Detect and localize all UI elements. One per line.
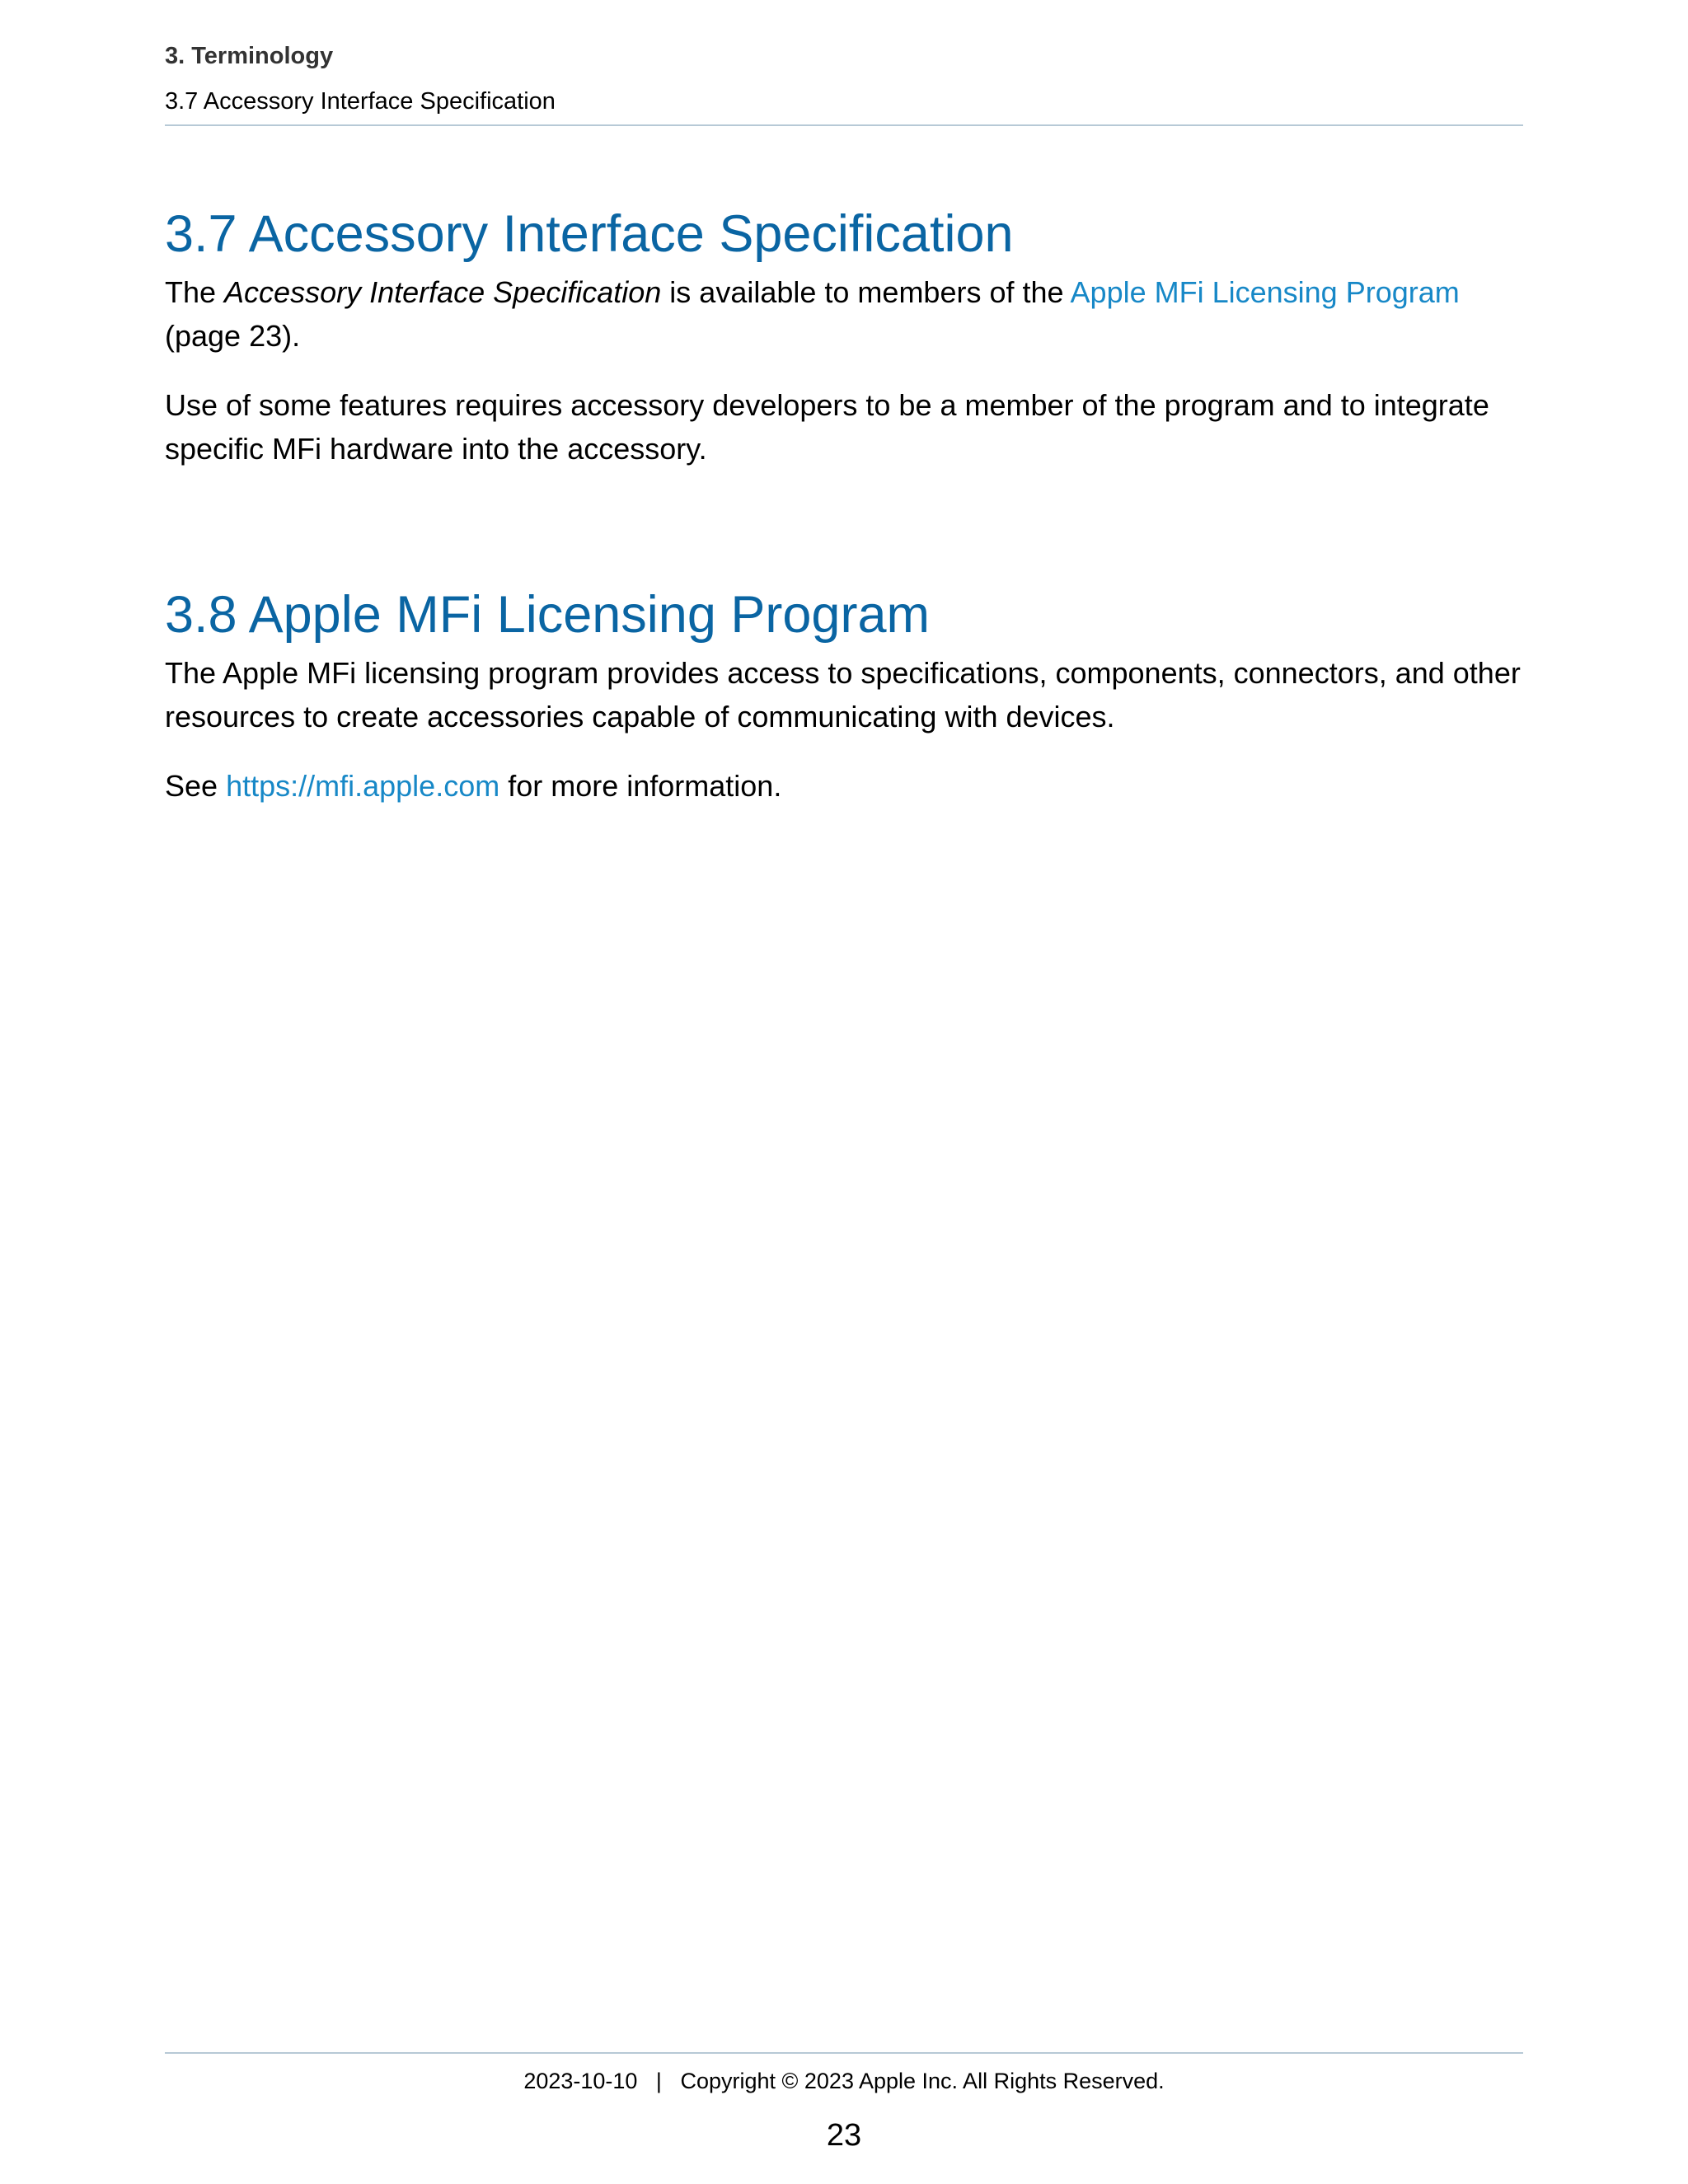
- paragraph-text: The: [165, 275, 225, 309]
- section-paragraph: Use of some features requires accessory developers to be a member of the program and to integrate specific MFi hardware into the accessory.: [165, 388, 1489, 466]
- section-3-7: [165, 202, 1523, 471]
- page-number: 23: [826, 2118, 862, 2153]
- paragraph-text: for more information.: [499, 769, 782, 803]
- document-title-emphasis: Accessory Interface Specification: [224, 275, 662, 309]
- footer-divider: [165, 2052, 1523, 2054]
- document-page: [165, 0, 1523, 2184]
- section-paragraph: [165, 764, 1523, 808]
- running-header: [165, 41, 1523, 116]
- footer-copyright: 2023-10-10 | Copyright © 2023 Apple Inc. All Rights Reserved.: [523, 2069, 1165, 2093]
- section-paragraph: The Apple MFi licensing program provides access to specifications, components, connectors, and other resources to create accessories capable of communicating with devices.: [165, 656, 1521, 733]
- section-heading: 3.8 Apple MFi Licensing Program: [165, 586, 930, 644]
- paragraph-text: See: [165, 769, 227, 803]
- paragraph-text: (page 23).: [165, 319, 301, 353]
- section-paragraph: [165, 270, 1523, 358]
- paragraph-text: is available to members of the: [661, 275, 1071, 309]
- section-heading: 3.7 Accessory Interface Specification: [165, 205, 1014, 263]
- header-section-title: 3.7 Accessory Interface Specification: [165, 88, 556, 115]
- mfi-program-link[interactable]: Apple MFi Licensing Program: [1070, 275, 1460, 309]
- mfi-website-link[interactable]: https://mfi.apple.com: [226, 769, 500, 803]
- header-chapter-title: 3. Terminology: [165, 43, 334, 69]
- section-3-8: [165, 583, 1523, 808]
- header-divider: [165, 124, 1523, 126]
